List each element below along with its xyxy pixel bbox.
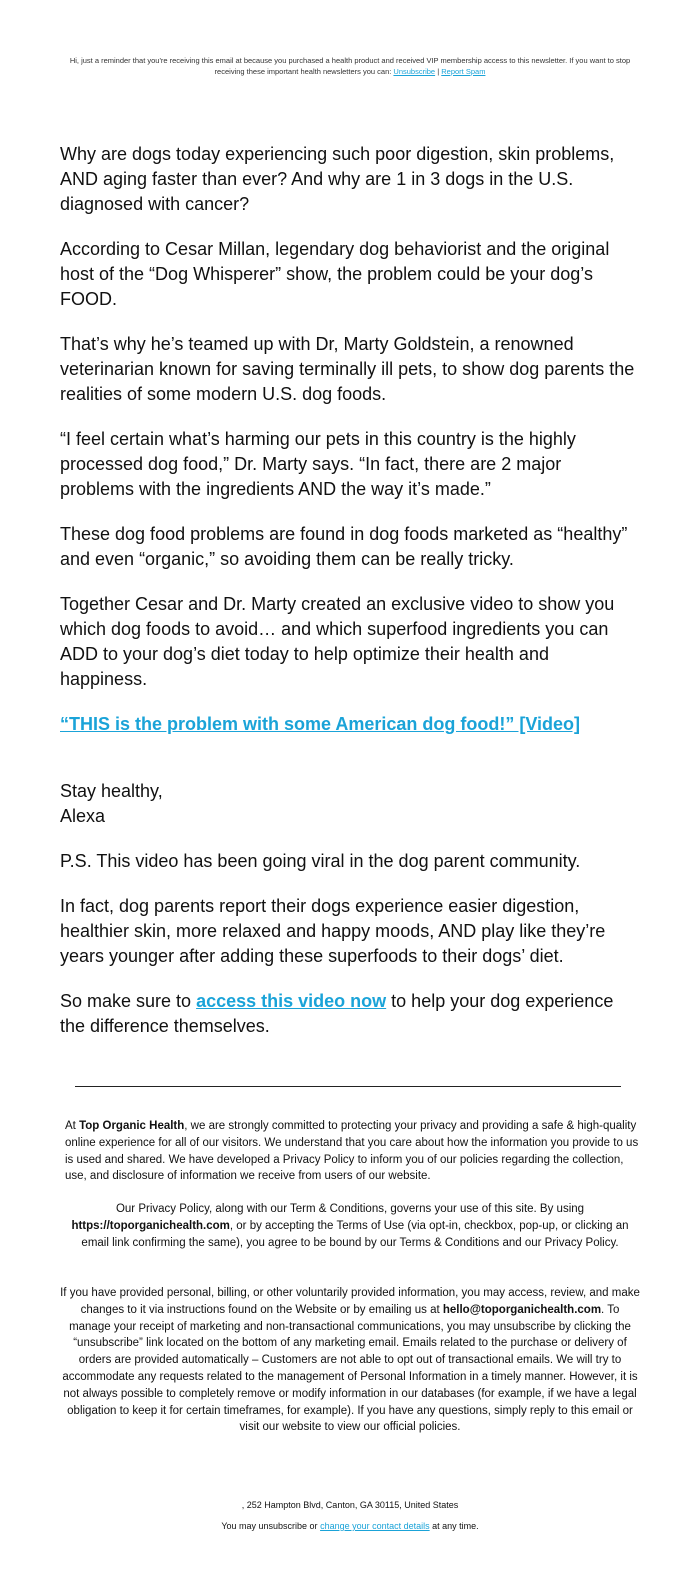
notice-separator: |	[437, 67, 440, 76]
cta-paragraph	[60, 712, 640, 737]
company-name: Top Organic Health	[79, 1120, 185, 1132]
p8-before: So make sure to	[60, 991, 192, 1011]
body-paragraph-7: In fact, dog parents report their dogs experience easier digestion, healthier skin, more relaxed and happy moods, AND play like they’re years younger after adding these superfoods to their dogs’ diet.	[60, 896, 606, 966]
body-paragraph-8	[60, 989, 640, 1039]
body-paragraph-6: Together Cesar and Dr. Marty created an exclusive video to show you which dog foods to avoid… and which superfood ingredients you can ADD to your dog’s diet today to help optimize their health and happiness.	[60, 594, 615, 689]
legal-p1-prefix: At	[65, 1120, 76, 1132]
access-video-link[interactable]: access this video now	[196, 991, 387, 1011]
legal-p3-rest: . To manage your receipt of marketing and non-transactional communications, you may unsubscribe by clicking the “unsubscribe” link located on the bottom of any marketing email. Emails related to the purchase or delivery of orders are provided automatically – Customers are not able to opt out of transactional emails. We will try to accommodate any requests related to the management of Personal Information in a timely manner. However, it is not always possible to completely remove or modify information in our databases (for example, if we have a legal obligation to keep it for certain timeframes, for example). If you have any questions, simply reply to this email or visit our website to view our official policies.	[62, 1303, 638, 1434]
legal-paragraph-2	[60, 1201, 640, 1251]
footer-address: , 252 Hampton Blvd, Canton, GA 30115, United States	[241, 1500, 459, 1510]
legal-paragraph-3	[60, 1285, 640, 1436]
header-notice	[60, 55, 640, 77]
footer-divider	[75, 1086, 621, 1087]
email-body	[60, 142, 640, 1059]
legal-p1-rest: , we are strongly committed to protecting your privacy and providing a safe & high-quality online experience for all of our visitors. We understand that you care about how the information you provide to us is used and shared. We have developed a Privacy Policy to inform you of our policies regarding the collection, use, and disclosure of information we receive from users of our website.	[65, 1120, 639, 1183]
header-notice-text: Hi, just a reminder that you're receiving this email at because you purchased a health product and received VIP membership access to this newsletter. If you want to stop receiving these important health newsletters you can:	[69, 56, 631, 76]
unsub-after: at any time.	[432, 1521, 479, 1531]
contact-email: hello@toporganichealth.com	[442, 1303, 602, 1316]
footer-unsubscribe-line	[60, 1520, 640, 1533]
body-paragraph-4: “I feel certain what’s harming our pets in this country is the highly processed dog food,” Dr. Marty says. “In fact, there are 2 major problems with the ingredients AND the way it’s made.”	[60, 429, 576, 499]
unsubscribe-link[interactable]: Unsubscribe	[393, 67, 436, 76]
legal-p3-prefix: If you have provided personal, billing, or other voluntarily provided information, you may access, review, and make changes to it via instructions found on the Website or by emailing us at	[60, 1287, 640, 1316]
legal-p2-rest: , or by accepting the Terms of Use (via opt-in, checkbox, pop-up, or clicking an email link confirming the same), you agree to be bound by our Terms & Conditions and our Privacy Policy.	[81, 1219, 629, 1249]
body-paragraph-1: Why are dogs today experiencing such poor digestion, skin problems, AND aging faster than ever? And why are 1 in 3 dogs in the U.S. diagnosed with cancer?	[60, 144, 615, 214]
legal-paragraph-1	[60, 1118, 640, 1185]
p8-after: to help your dog experience the difference themselves.	[60, 991, 614, 1036]
report-spam-link[interactable]: Report Spam	[441, 67, 486, 76]
legal-p2-prefix: Our Privacy Policy, along with our Term & Conditions, governs your use of this site. By using	[115, 1203, 585, 1215]
signoff-name: Alexa	[60, 806, 106, 826]
unsub-before: You may unsubscribe or	[221, 1521, 318, 1531]
site-url: https://toporganichealth.com	[71, 1219, 230, 1232]
body-paragraph-5: These dog food problems are found in dog foods marketed as “healthy” and even “organic,” so avoiding them can be really tricky.	[60, 524, 628, 569]
ps-paragraph: P.S. This video has been going viral in the dog parent community.	[60, 851, 581, 871]
video-cta-link[interactable]: “THIS is the problem with some American dog food!” [Video]	[60, 714, 581, 734]
change-contact-details-link[interactable]: change your contact details	[320, 1521, 430, 1531]
signoff	[60, 779, 640, 829]
signoff-line-1: Stay healthy,	[60, 781, 163, 801]
body-paragraph-2: According to Cesar Millan, legendary dog behaviorist and the original host of the “Dog Whisperer” show, the problem could be your dog’s FOOD.	[60, 239, 610, 309]
body-paragraph-3: That’s why he’s teamed up with Dr, Marty Goldstein, a renowned veterinarian known for saving terminally ill pets, to show dog parents the realities of some modern U.S. dog foods.	[60, 334, 635, 404]
